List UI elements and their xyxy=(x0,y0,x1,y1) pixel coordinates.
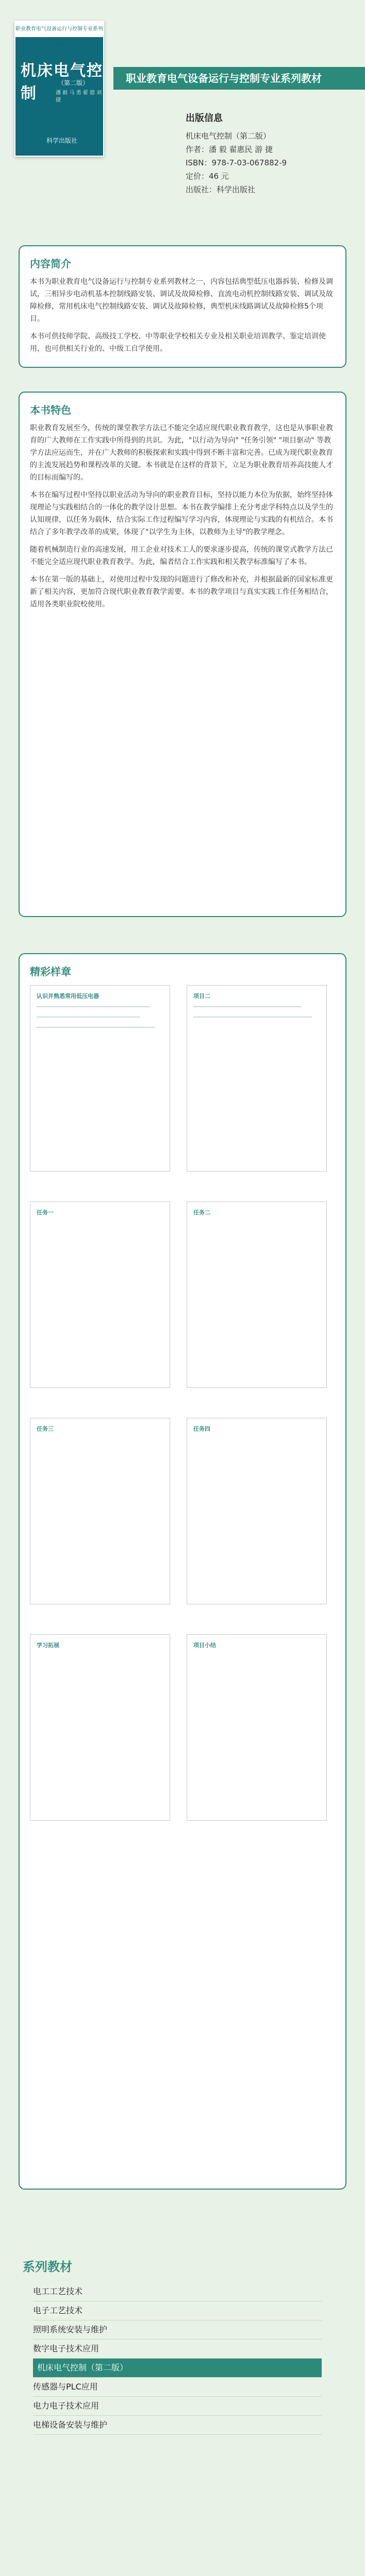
features-paragraph-4: 本书在第一版的基础上，对使用过程中发现的问题进行了修改和补充，并根据最新的国家标准更新了相关内容，更加符合现代职业教育教学需要。本书的教学项目与真实实践工作任务相结合，适用各类职业院校使用。 xyxy=(30,575,333,608)
sample-page-7-title: 学习拓展 xyxy=(37,1642,59,1649)
top-band xyxy=(0,0,365,222)
series-item[interactable]: 传感器与PLC应用 xyxy=(33,2378,322,2397)
text-line xyxy=(193,1016,312,1018)
series-item[interactable]: 电力电子技术应用 xyxy=(33,2397,322,2416)
book-publisher: 出版社：科学出版社 xyxy=(186,185,256,194)
book-author: 作者：潘 毅 翟惠民 游 捷 xyxy=(186,145,273,154)
series-item[interactable]: 数字电子技术应用 xyxy=(33,2340,322,2359)
sample-page-3 xyxy=(30,1201,170,1388)
features-paragraph-1: 职业教育发展至今，传统的课堂教学方法已不能完全适应现代职业教育教学，这也是从事职业教育的广大教师在工作实践中所得到的共识。为此，"以行动为导向" "任务引领" "项目驱动" 等教学方法应运而生，并在广大教师的积极探索和实践中得到不断丰富和完善。已成为现代职业教育的主流发展趋势和课程改革的关键。本书就是在这样的背景下，立足为职业教育培养高技能人才的目标而编写的。 xyxy=(30,424,333,482)
sample-page-6-title: 任务四 xyxy=(193,1426,210,1432)
book-isbn: ISBN：978-7-03-067882-9 xyxy=(186,158,287,167)
text-line xyxy=(37,1027,155,1028)
series-item[interactable]: 电工工艺技术 xyxy=(33,2282,322,2301)
cover-title: 机床电气控制 xyxy=(21,62,103,103)
features-paragraph-3: 随着机械制造行业的高速发展，用工企业对技术工人的要求逐步提高，传统的课堂式教学方法已不能完全适应现代职业教育教学。为此，编者结合工作实践和相关教学标准编写了本书。 xyxy=(30,546,333,566)
sample-page-1-title: 认识并熟悉常用低压电器 xyxy=(37,993,99,999)
cover-top-text: 职业教育电气设备运行与控制专业系列教材 xyxy=(15,22,103,37)
series-heading: 系列教材 xyxy=(23,2260,72,2274)
sample-page-5 xyxy=(30,1418,170,1604)
sample-page-4 xyxy=(187,1201,327,1388)
sample-page-2 xyxy=(187,985,327,1172)
intro-paragraph-1: 本书为职业教育电气设备运行与控制专业系列教材之一，内容包括典型低压电器拆装、检修及调试，三相异步电动机基本控制线路安装、调试及故障检修、直流电动机控制线路安装、调试及故障检修，常用机床电气控制线路安装、调试及故障检修，典型机床线路调试及故障检修5个项目。 xyxy=(30,278,333,323)
series-item-current[interactable]: 机床电气控制（第二版） xyxy=(33,2359,322,2378)
book-name: 机床电气控制（第二版） xyxy=(186,131,271,141)
samples-heading: 精彩样章 xyxy=(30,965,71,978)
cover-edition: （第二版） xyxy=(58,79,89,87)
series-item[interactable]: 电子工艺技术 xyxy=(33,2301,322,2320)
features-heading: 本书特色 xyxy=(30,404,71,416)
text-line xyxy=(193,1006,302,1007)
sample-page-6 xyxy=(187,1418,327,1604)
sample-page-5-title: 任务三 xyxy=(37,1426,54,1432)
cover-authors: 潘 毅 马 勇 翟 德 刘 捷 xyxy=(56,90,102,103)
features-paragraph-2: 本书在编写过程中坚持以职业活动为导向的职业教育目标，坚持以能力本位为依据，始终坚持体现理论与实践相结合的一体化的教学设计思想。本书在教学编排上充分考虑学科特点以及学生的认知规律，以任务为载体，结合实际工作过程编写学习内容，体现理论与实践的有机结合。本书结合了多年教学改革的成果，体现了"以学生为主体，以教师为主导"的教学理念。 xyxy=(30,491,333,536)
intro-heading: 内容简介 xyxy=(30,258,71,270)
sample-page-7 xyxy=(30,1634,170,1821)
series-header: 职业教育电气设备运行与控制专业系列教材 xyxy=(113,67,365,90)
book-info xyxy=(186,111,356,194)
features-section xyxy=(19,392,346,917)
cover-publisher: 科学出版社 xyxy=(46,137,78,144)
intro-paragraph-2: 本书可供技师学院、高级技工学校、中等职业学校相关专业及相关职业培训教学、鉴定培训使用，也可供相关行业的、中级工自学使用。 xyxy=(30,332,326,353)
sample-page-4-title: 任务二 xyxy=(193,1209,210,1216)
intro-section xyxy=(19,245,346,368)
book-price: 定价：46 元 xyxy=(186,172,229,181)
text-line xyxy=(37,1006,150,1007)
series-item[interactable]: 照明系统安装与维护 xyxy=(33,2320,322,2340)
sample-page-3-title: 任务一 xyxy=(37,1209,54,1216)
sample-page-8 xyxy=(187,1634,327,1821)
samples-section xyxy=(19,953,346,2190)
sample-page-1 xyxy=(30,985,170,1172)
series-list xyxy=(33,2282,322,2435)
sample-page-2-title: 项目二 xyxy=(193,993,210,999)
series-item[interactable]: 电梯设备安装与维护 xyxy=(33,2416,322,2435)
book-cover xyxy=(14,21,104,157)
text-line xyxy=(37,1016,140,1018)
sample-page-8-title: 项目小结 xyxy=(193,1642,216,1649)
book-info-heading: 出版信息 xyxy=(186,113,223,124)
